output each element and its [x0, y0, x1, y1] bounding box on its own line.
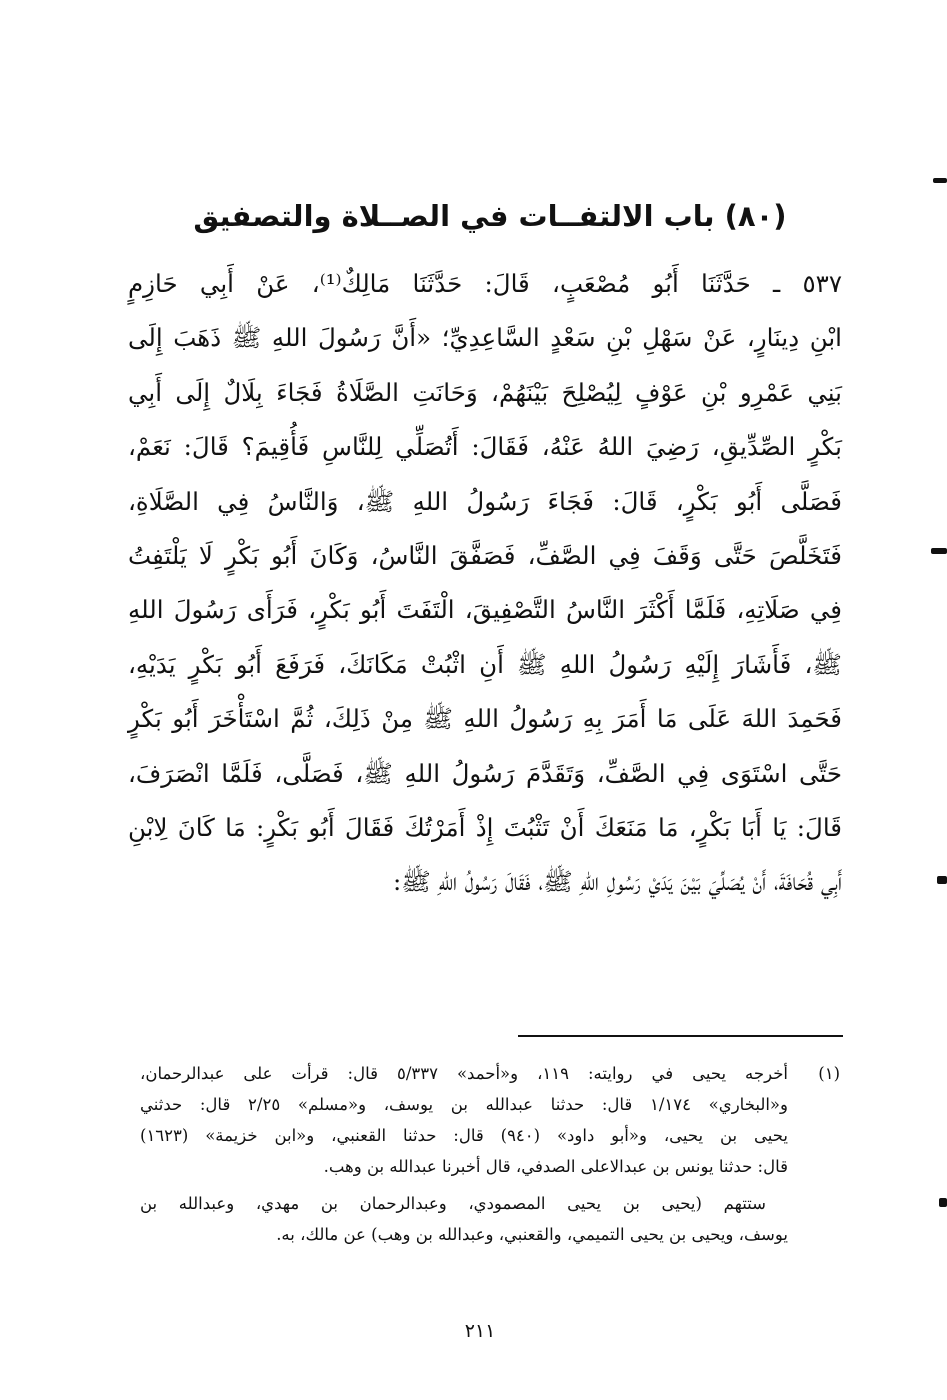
hadith-line: فَصَلَّى أَبُو بَكْرٍ، قَالَ: فَجَاءَ رَسُولُ اللهِ ﷺ، وَالنَّاسُ فِي الصَّلَاةِ، [128, 486, 842, 516]
chapter-title: (٨٠) باب الالتفــات في الصــلاة والتصفيق [193, 199, 787, 233]
footnote-line: ستتهم (يحيى بن يحيى المصمودي، وعبدالرحمان بن مهدي، وعبدالله بن [140, 1194, 766, 1213]
footnotes [140, 1058, 840, 1250]
footnote-narrators [140, 1188, 840, 1250]
hadith-line: ٥٣٧ ـ حَدَّثَنَا أَبُو مُصْعَبٍ، قَالَ: حَدَّثَنَا مَالِكٌ⁽¹⁾، عَنْ أَبِي حَازِمٍ [128, 269, 842, 298]
footnote-separator [518, 1035, 843, 1037]
hadith-line: ابْنِ دِينَارٍ، عَنْ سَهْلِ بْنِ سَعْدٍ السَّاعِدِيِّ؛ «أَنَّ رَسُولَ اللهِ ﷺ ذَهَبَ إِلَى [128, 323, 842, 353]
hadith-line: بَكْرٍ الصِّدِّيقِ، رَضِيَ اللهُ عَنْهُ، فَقَالَ: أَتُصَلِّي لِلنَّاسِ فَأُقِيمَ؟ قَالَ: نَعَمْ، [128, 432, 842, 462]
footnote-marker: (١) [818, 1064, 840, 1083]
hadith-line: حَتَّى اسْتَوَى فِي الصَّفِّ، وَتَقَدَّمَ رَسُولُ اللهِ ﷺ، فَصَلَّى، فَلَمَّا انْصَرَفَ، [128, 758, 842, 788]
scan-edge-mark [939, 1198, 947, 1207]
page-number: ٢١١ [464, 1320, 496, 1342]
footnote-item [140, 1058, 840, 1182]
footnote-line: أخرجه يحيى في روايته: ١١٩، و«أحمد» ٥/٣٣٧ قال: قرأت على عبدالرحمان، [140, 1064, 788, 1083]
hadith-line: فَتَخَلَّصَ حَتَّى وَقَفَ فِي الصَّفِّ، فَصَفَّقَ النَّاسُ، وَكَانَ أَبُو بَكْرٍ لَا يَلْتَفِتُ [128, 541, 842, 571]
hadith-text [128, 257, 842, 910]
footnote-line: و«البخاري» ١/١٧٤ قال: حدثنا عبدالله بن يوسف، و«مسلم» ٢/٢٥ قال: حدثني [140, 1095, 788, 1114]
footnote-line: يحيى بن يحيى، و«أبو داود» (٩٤٠) قال: حدثنا القعنبي، و«ابن خزيمة» (١٦٢٣) [140, 1126, 788, 1145]
scan-edge-mark [931, 548, 947, 554]
footnote-line: يوسف، ويحيى بن يحيى التميمي، والقعنبي، وعبدالله بن وهب) عن مالك، به. [276, 1225, 788, 1244]
scan-edge-mark [937, 876, 947, 884]
hadith-line: ﷺ، فَأَشَارَ إِلَيْهِ رَسُولُ اللهِ ﷺ أَنِ اثْبُتْ مَكَانَكَ، فَرَفَعَ أَبُو بَكْرٍ يَدَيْهِ، [128, 649, 842, 679]
hadith-line: قَالَ: يَا أَبَا بَكْرٍ، مَا مَنَعَكَ أَنْ تَثْبُتَ إِذْ أَمَرْتُكَ فَقَالَ أَبُو بَكْرٍ: مَا كَانَ لِابْنِ [128, 813, 842, 843]
scan-edge-mark [933, 178, 947, 183]
hadith-line: فِي صَلَاتِهِ، فَلَمَّا أَكْثَرَ النَّاسُ التَّصْفِيقَ، الْتَفَتَ أَبُو بَكْرٍ، فَرَأَى رَسُولَ اللهِ [128, 595, 842, 625]
footnote-line: قال: حدثنا يونس بن عبدالاعلى الصدفي، قال أخبرنا عبدالله بن وهب. [323, 1157, 788, 1176]
hadith-line: فَحَمِدَ اللهَ عَلَى مَا أَمَرَ بِهِ رَسُولُ اللهِ ﷺ مِنْ ذَلِكَ، ثُمَّ اسْتَأْخَرَ أَبُو بَكْرٍ [128, 704, 842, 734]
hadith-line: أَبِي قُحَافَةَ، أَنْ يُصَلِّيَ بَيْنَ يَدَيْ رَسُولِ اللهِ ﷺ، فَقَالَ رَسُولُ اللهِ ﷺ: [392, 867, 842, 897]
hadith-line: بَنِي عَمْرِو بْنِ عَوْفٍ لِيُصْلِحَ بَيْنَهُمْ، وَحَانَتِ الصَّلَاةُ فَجَاءَ بِلَالٌ إِلَى أَبِي [128, 377, 842, 407]
